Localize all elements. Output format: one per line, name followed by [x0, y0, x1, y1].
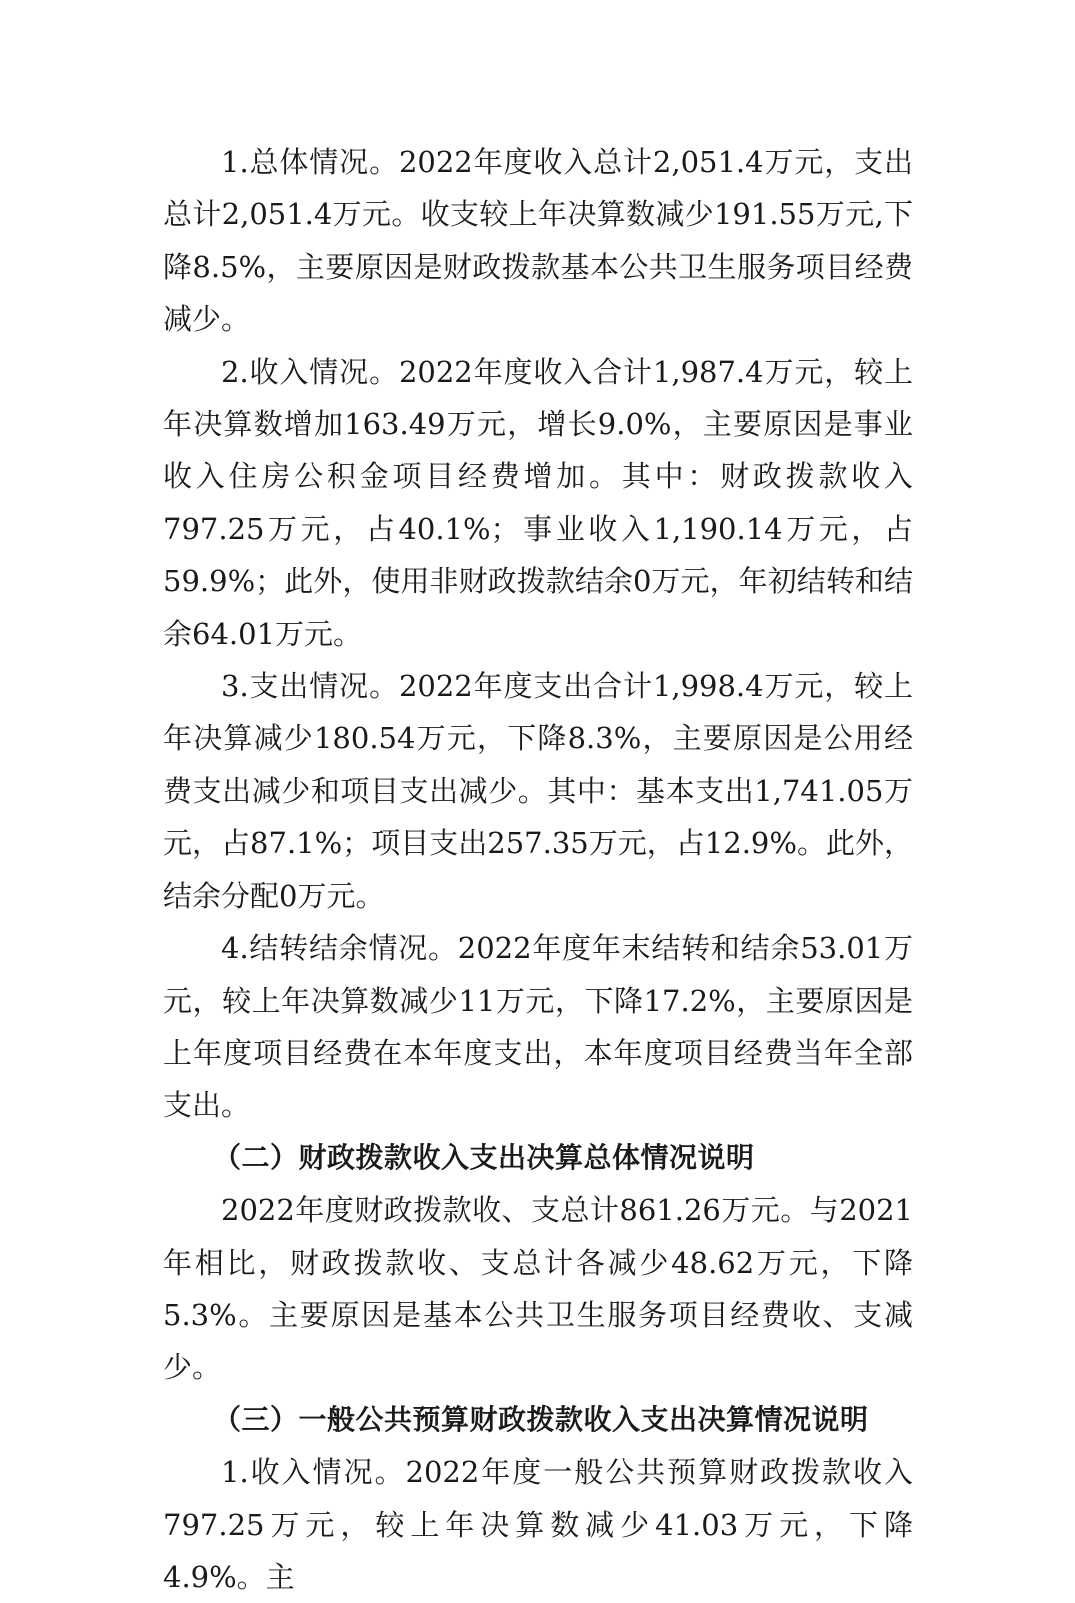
- paragraph-fiscal-appropriation-total: 2022年度财政拨款收、支总计861.26万元。与2021年相比，财政拨款收、支总计各减少48.62万元，下降5.3%。主要原因是基本公共卫生服务项目经费收、支减少。: [163, 1193, 913, 1385]
- paragraph-carryover-balance: 4.结转结余情况。2022年度年末结转和结余53.01万元，较上年决算数减少11万元，下降17.2%，主要原因是上年度项目经费在本年度支出，本年度项目经费当年全部支出。: [163, 931, 913, 1123]
- paragraph-income-situation: 2.收入情况。2022年度收入合计1,987.4万元，较上年决算数增加163.49万元，增长9.0%，主要原因是事业收入住房公积金项目经费增加。其中：财政拨款收入797.25万元，占40.1%；事业收入1,190.14万元，占59.9%；此外，使用非财政拨款结余0万元，年初结转和结余64.01万元。: [163, 354, 913, 651]
- section-heading-general-public-budget: （三）一般公共预算财政拨款收入支出决算情况说明: [213, 1402, 869, 1436]
- document-body: [163, 136, 913, 1603]
- paragraph-overall-situation: 1.总体情况。2022年度收入总计2,051.4万元，支出总计2,051.4万元。收支较上年决算数减少191.55万元,下降8.5%，主要原因是财政拨款基本公共卫生服务项目经费减少。: [163, 145, 913, 337]
- paragraph-expenditure-situation: 3.支出情况。2022年度支出合计1,998.4万元，较上年决算减少180.54万元，下降8.3%，主要原因是公用经费支出减少和项目支出减少。其中：基本支出1,741.05万元，占87.1%；项目支出257.35万元，占12.9%。此外，结余分配0万元。: [163, 669, 913, 913]
- paragraph-general-budget-income: 1.收入情况。2022年度一般公共预算财政拨款收入797.25万元，较上年决算数减少41.03万元，下降4.9%。主: [163, 1455, 913, 1594]
- section-heading-fiscal-appropriation: （二）财政拨款收入支出决算总体情况说明: [213, 1140, 755, 1174]
